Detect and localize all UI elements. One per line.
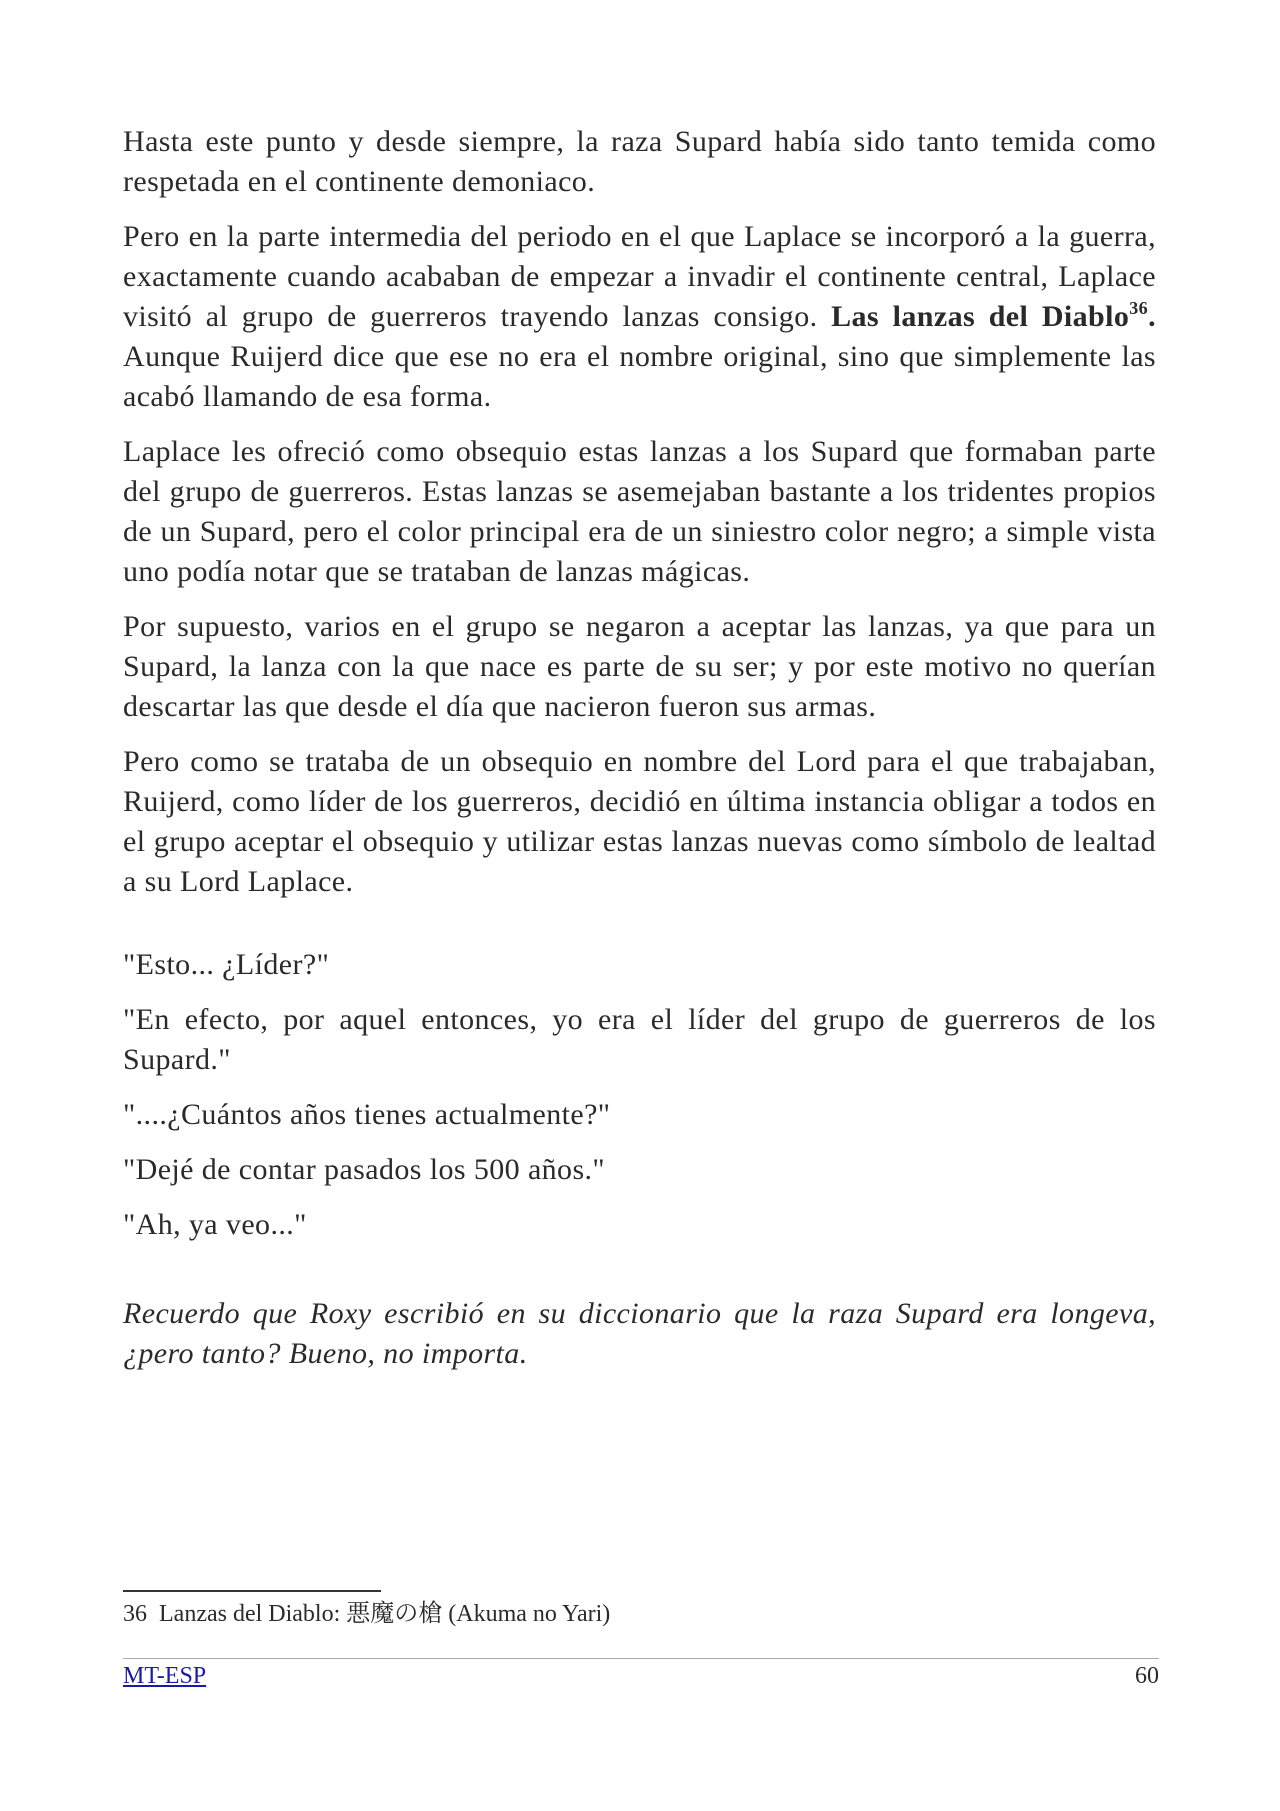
main-text — [123, 122, 1156, 1389]
paragraph-5: Pero como se trataba de un obsequio en nombre del Lord para el que trabajaban, Ruijerd, como líder de los guerreros, decidió en última instancia obligar a todos en el grupo aceptar el obsequio y utilizar estas lanzas nuevas como símbolo de lealtad a su Lord Laplace. — [123, 745, 1156, 898]
dialogue-line-1: "Esto... ¿Líder?" — [123, 948, 330, 981]
footnote-text: Lanzas del Diablo: 悪魔の槍 (Akuma no Yari) — [159, 1601, 611, 1627]
paragraph-2-text-a: Pero en la parte intermedia del periodo en el que Laplace se incorporó a la guerra, exactamente cuando acababan de empezar a invadir el continente central, Laplace visitó al grupo de guerreros trayendo lanzas consigo. — [123, 220, 1156, 333]
dialogue-line-3: "....¿Cuántos años tienes actualmente?" — [123, 1098, 611, 1131]
paragraph-2 — [123, 217, 1156, 417]
spacer — [123, 1260, 1156, 1294]
footer-link[interactable]: MT-ESP — [123, 1663, 207, 1689]
footer-divider — [123, 1658, 1159, 1659]
spears-name-bold: Las lanzas del Diablo — [831, 300, 1130, 333]
dialogue-line-5: "Ah, ya veo..." — [123, 1208, 307, 1241]
dialogue-line-4: "Dejé de contar pasados los 500 años." — [123, 1153, 606, 1186]
footnote — [123, 1598, 610, 1630]
paragraph-3: Laplace les ofreció como obsequio estas lanzas a los Supard que formaban parte del grupo de guerreros. Estas lanzas se asemejaban bastante a los tridentes propios de un Supard, pero el color principal era de un siniestro color negro; a simple vista uno podía notar que se trataban de lanzas mágicas. — [123, 435, 1156, 588]
spears-name-period: . — [1148, 300, 1156, 333]
italic-thought: Recuerdo que Roxy escribió en su diccionario que la raza Supard era longeva, ¿pero tanto? Bueno, no importa. — [123, 1297, 1156, 1370]
paragraph-2-text-b: Aunque Ruijerd dice que ese no era el nombre original, sino que simplemente las acabó llamando de esa forma. — [123, 340, 1156, 413]
spacer — [123, 917, 1156, 945]
footnote-reference[interactable]: 36 — [1129, 298, 1149, 318]
footnote-number: 36 — [123, 1601, 147, 1627]
paragraph-1: Hasta este punto y desde siempre, la raza Supard había sido tanto temida como respetada en el continente demoniaco. — [123, 125, 1156, 198]
footnote-divider — [123, 1590, 381, 1592]
page-number: 60 — [1135, 1663, 1159, 1689]
paragraph-4: Por supuesto, varios en el grupo se negaron a aceptar las lanzas, ya que para un Supard, la lanza con la que nace es parte de su ser; y por este motivo no querían descartar las que desde el día que nacieron fueron sus armas. — [123, 610, 1156, 723]
dialogue-line-2: "En efecto, por aquel entonces, yo era el líder del grupo de guerreros de los Supard." — [123, 1003, 1156, 1076]
